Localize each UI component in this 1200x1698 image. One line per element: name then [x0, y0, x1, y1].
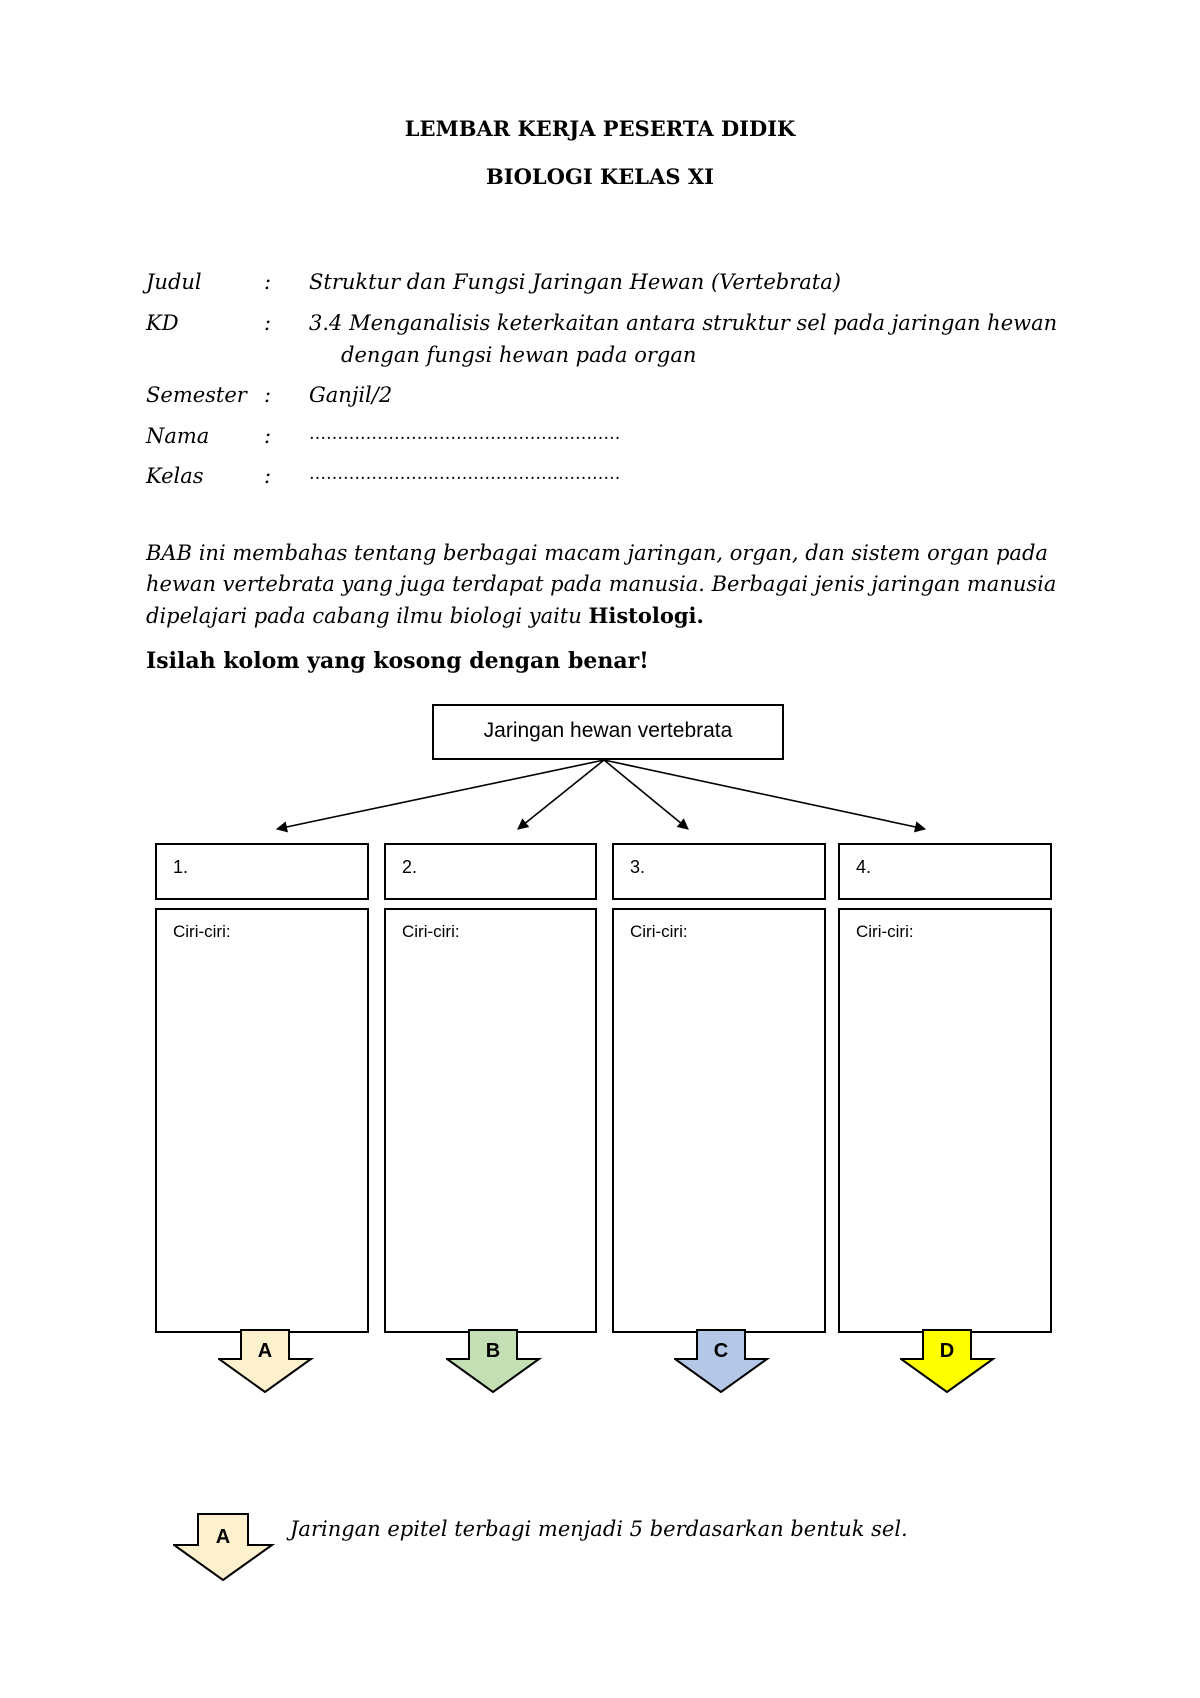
section-a-text: Jaringan epitel terbagi menjadi 5 berdasarkan bentuk sel.	[290, 1517, 908, 1541]
kd-label: KD	[146, 311, 179, 335]
arrow-c-label: C	[713, 1340, 729, 1362]
kd-value-line1: 3.4 Menganalisis keterkaitan antara struktur sel pada jaringan hewan	[309, 311, 1058, 335]
arrow-to-1	[277, 760, 604, 829]
intro-text: BAB ini membahas tentang berbagai macam jaringan, organ, dan sistem organ pada hewan vertebrata yang juga terdapat pada manusia. Berbagai jenis jaringan manusia dipelajari pada cabang ilmu biologi yaitu	[146, 541, 1057, 628]
kelas-separator: :	[264, 464, 272, 488]
judul-separator: :	[264, 270, 272, 294]
nama-field[interactable]: ………………….……………………………	[309, 424, 621, 444]
column-4-number-box[interactable]	[838, 843, 1052, 900]
column-2-number-box[interactable]	[384, 843, 597, 900]
arrow-c-icon[interactable]	[674, 1329, 770, 1395]
semester-value: Ganjil/2	[309, 383, 393, 407]
column-4-number: 4.	[856, 857, 872, 877]
kd-value-line2: dengan fungsi hewan pada organ	[341, 343, 697, 367]
section-a-arrow-icon	[173, 1513, 275, 1583]
root-label: Jaringan hewan vertebrata	[483, 719, 733, 742]
section-a-arrow-label: A	[215, 1526, 231, 1548]
root-box	[432, 704, 784, 760]
instruction: Isilah kolom yang kosong dengan benar!	[146, 648, 649, 674]
intro-bold-term: Histologi.	[588, 603, 704, 628]
column-3-ciri-box[interactable]	[612, 908, 826, 1333]
judul-value: Struktur dan Fungsi Jaringan Hewan (Vertebrata)	[309, 270, 841, 294]
kelas-label: Kelas	[146, 464, 204, 488]
column-3-ciri-label: Ciri-ciri:	[630, 922, 688, 941]
arrow-a-label: A	[257, 1340, 273, 1362]
column-1-number: 1.	[173, 857, 189, 877]
semester-separator: :	[264, 383, 272, 407]
arrow-b-label: B	[485, 1340, 501, 1362]
kd-separator: :	[264, 311, 272, 335]
nama-separator: :	[264, 424, 272, 448]
column-2-ciri-box[interactable]	[384, 908, 597, 1333]
column-1-ciri-box[interactable]	[155, 908, 369, 1333]
column-3-number: 3.	[630, 857, 646, 877]
worksheet-title: LEMBAR KERJA PESERTA DIDIK	[404, 116, 796, 141]
column-4-ciri-label: Ciri-ciri:	[856, 922, 914, 941]
arrow-b-icon[interactable]	[446, 1329, 542, 1395]
worksheet-subtitle: BIOLOGI KELAS XI	[486, 164, 714, 189]
arrow-to-3	[604, 760, 688, 829]
judul-label: Judul	[146, 270, 202, 294]
arrow-d-label: D	[939, 1340, 955, 1362]
nama-label: Nama	[146, 424, 210, 448]
arrow-a-icon[interactable]	[218, 1329, 314, 1395]
arrow-d-icon[interactable]	[900, 1329, 996, 1395]
column-1-number-box[interactable]	[155, 843, 369, 900]
column-1-ciri-label: Ciri-ciri:	[173, 922, 231, 941]
arrow-to-2	[518, 760, 604, 829]
kelas-field[interactable]: ………………….……………………………	[309, 464, 621, 484]
column-2-ciri-label: Ciri-ciri:	[402, 922, 460, 941]
column-2-number: 2.	[402, 857, 418, 877]
arrow-to-4	[604, 760, 925, 829]
column-4-ciri-box[interactable]	[838, 908, 1052, 1333]
column-3-number-box[interactable]	[612, 843, 826, 900]
semester-label: Semester	[146, 383, 247, 407]
